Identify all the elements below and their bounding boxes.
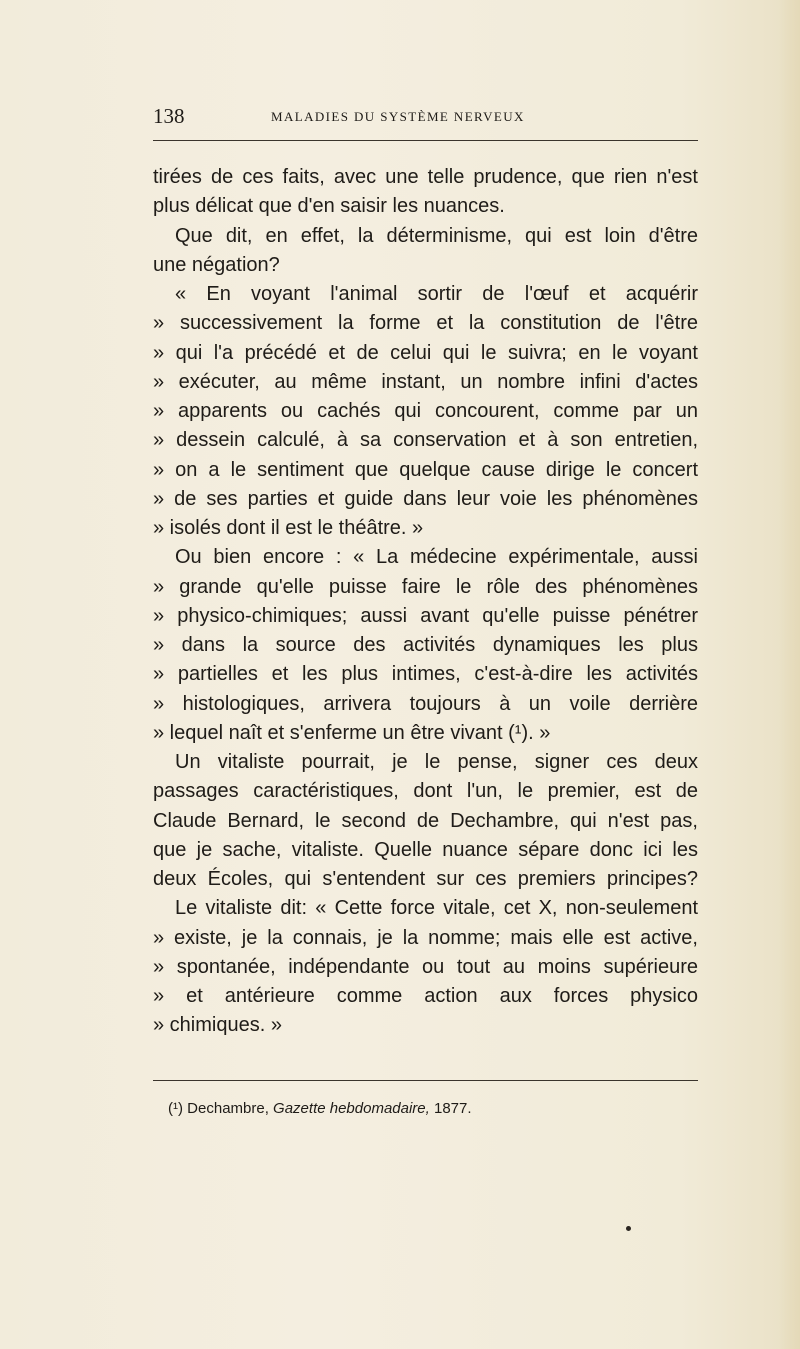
footnote-year: 1877. [434, 1100, 472, 1117]
header-rule [153, 140, 698, 141]
text-line: » et antérieure comme action aux forces physico [153, 985, 698, 1007]
page-number: 138 [153, 104, 185, 128]
text-line: » chimiques. » [153, 1014, 282, 1037]
text-line: » on a le sentiment que quelque cause dirige le concert [153, 458, 698, 481]
footnote-author: Dechambre, [187, 1100, 269, 1117]
page-edge-shadow [778, 0, 800, 1349]
text-line: » lequel naît et s'enferme un être vivant (¹). » [153, 721, 551, 744]
text-line: deux Écoles, qui s'entendent sur ces premiers principes? [153, 868, 698, 890]
text-line: Que dit, en effet, la déterminisme, qui est loin d'être [175, 224, 698, 247]
text-line: » existe, je la connais, je la nomme; mais elle est active, [153, 926, 698, 949]
page-header [153, 104, 698, 130]
text-line: » successivement la forme et la constitution de l'être [153, 312, 698, 335]
text-line: » isolés dont il est le théâtre. » [153, 517, 424, 539]
text-line: » exécuter, au même instant, un nombre infini d'actes [153, 370, 698, 393]
text-line: une négation? [153, 253, 280, 276]
text-line: » physico-chimiques; aussi avant qu'elle puisse pénétrer [153, 604, 698, 627]
footnote-journal: Gazette hebdomadaire, [273, 1100, 430, 1117]
text-line: passages caractéristiques, dont l'un, le premier, est de [153, 780, 698, 803]
text-line: » grande qu'elle puisse faire le rôle des phénomènes [153, 575, 698, 598]
text-line: « En voyant l'animal sortir de l'œuf et acquérir [175, 283, 698, 305]
text-line: Claude Bernard, le second de Dechambre, qui n'est pas, [153, 809, 698, 832]
text-line: » partielles et les plus intimes, c'est-à-dire les activités [153, 663, 698, 686]
text-line: » histologiques, arrivera toujours à un voile derrière [153, 692, 698, 715]
text-line: Ou bien encore : « La médecine expérimentale, aussi [175, 546, 698, 569]
text-line: Un vitaliste pourrait, je le pense, signer ces deux [175, 751, 698, 773]
footnote-marker: (¹) [168, 1100, 183, 1117]
ink-speck [626, 1226, 631, 1231]
text-line: » dans la source des activités dynamiques les plus [153, 634, 698, 656]
text-line: » dessein calculé, à sa conservation et à son entretien, [153, 429, 698, 452]
footnote-rule [153, 1080, 698, 1081]
text-line: » apparents ou cachés qui concourent, comme par un [153, 400, 698, 422]
text-line: plus délicat que d'en saisir les nuances. [153, 195, 505, 218]
text-line: » spontanée, indépendante ou tout au moins supérieure [153, 955, 698, 978]
running-title: MALADIES DU SYSTÈME NERVEUX [271, 109, 525, 124]
body-text [153, 163, 698, 1041]
text-line: tirées de ces faits, avec une telle prudence, que rien n'est [153, 166, 698, 188]
footnote [168, 1099, 698, 1119]
text-line: » qui l'a précédé et de celui qui le suivra; en le voyant [153, 341, 698, 364]
text-line: que je sache, vitaliste. Quelle nuance sépare donc ici les [153, 838, 698, 861]
text-line: Le vitaliste dit: « Cette force vitale, cet X, non-seulement [175, 897, 698, 920]
text-line: » de ses parties et guide dans leur voie les phénomènes [153, 487, 698, 510]
